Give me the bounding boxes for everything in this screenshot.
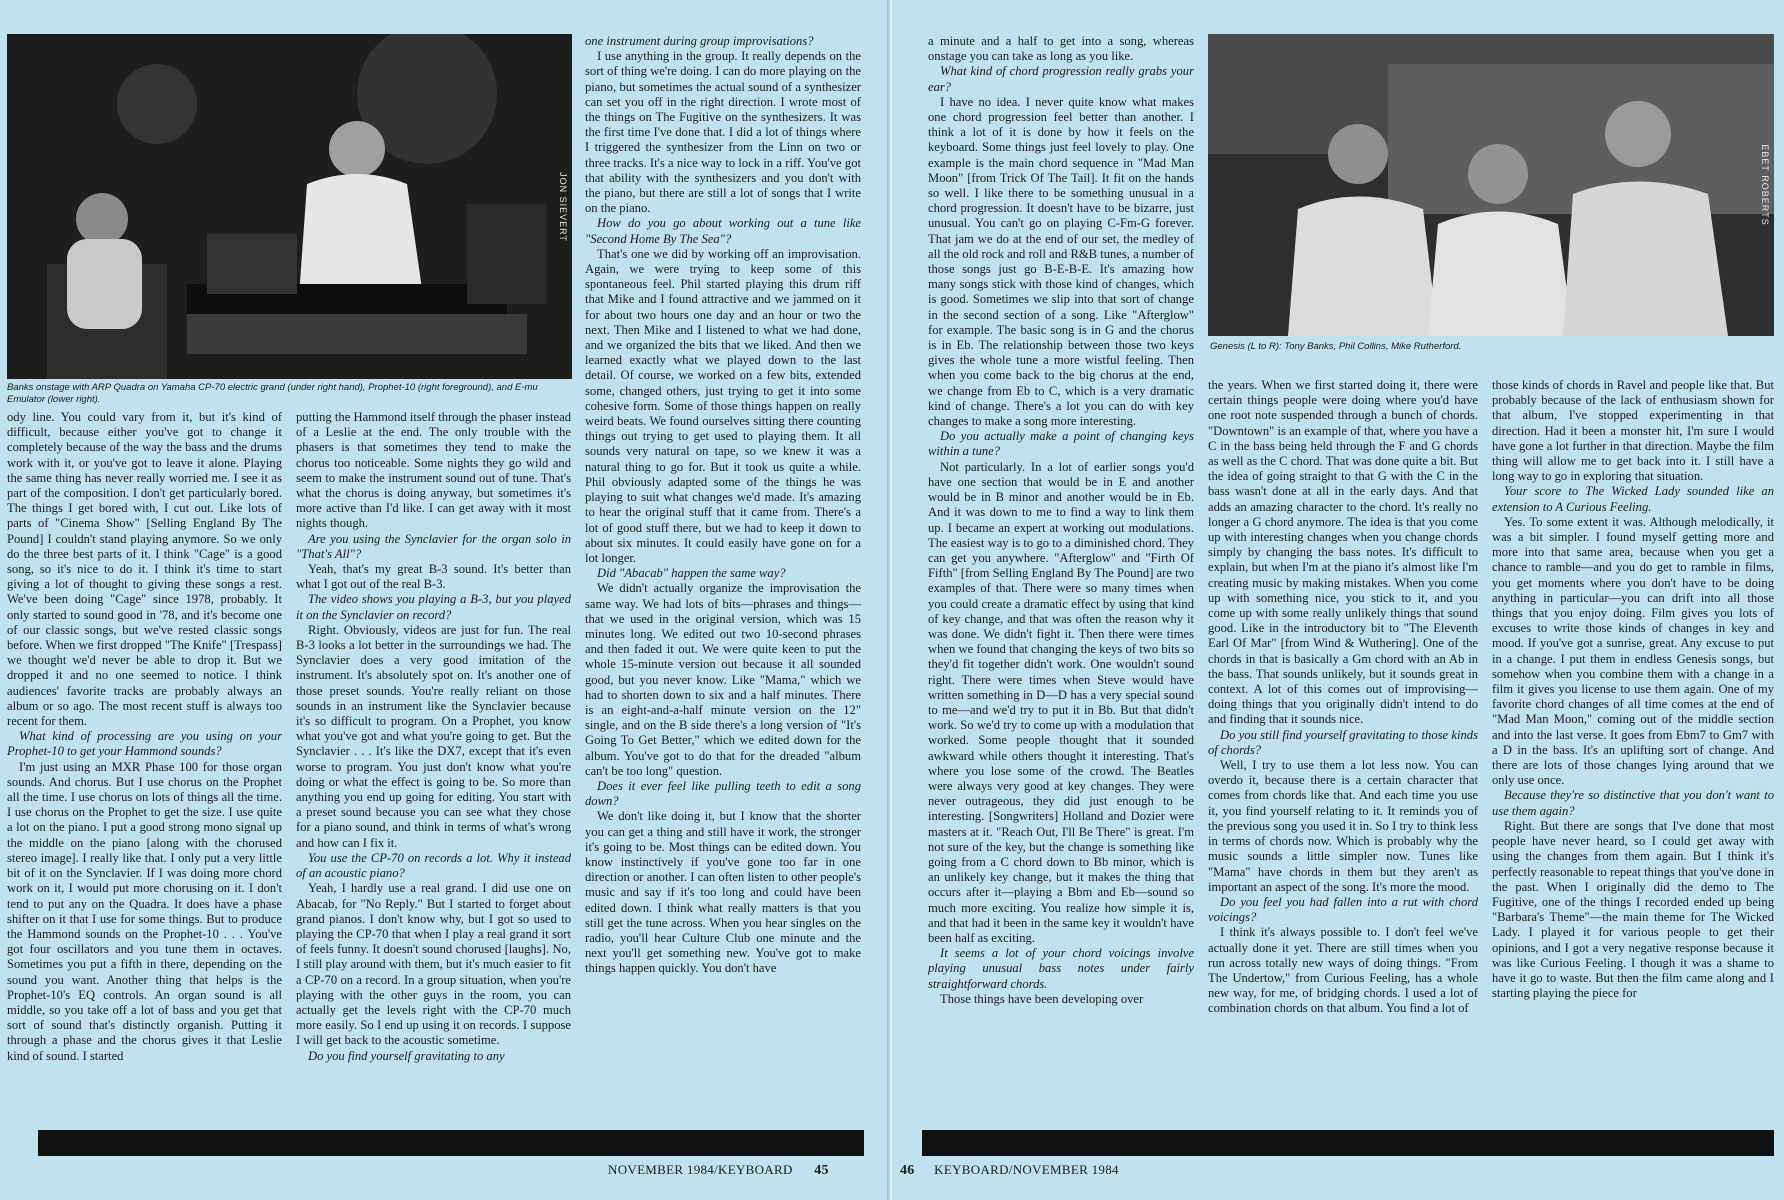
genesis-group-photo	[1208, 34, 1774, 336]
answer-paragraph: Yeah, I hardly use a real grand. I did use one on Abacab, for "No Reply." But I started to forget about grand pianos. I don't know why, but I got so used to playing the CP-70 that when I play a real grand it sort of feels funny. It doesn't sound chorused [laughs]. No, I still play around with them, but it's much easier to fit a CP-70 on a record. In a group situation, when you're playing with the other guys in the room, you can actually get the levels right with the CP-70 much more easily. So I end up using it on records. I suppose I will get back to the acoustic sometime.	[296, 881, 571, 1048]
question-paragraph: What kind of processing are you using on your Prophet-10 to get your Hammond sounds?	[7, 729, 282, 759]
folio-left	[608, 1162, 829, 1179]
left-column-3	[585, 34, 861, 1165]
question-paragraph: Because they're so distinctive that you don't want to use them again?	[1492, 788, 1774, 818]
question-paragraph: Does it ever feel like pulling teeth to edit a song down?	[585, 778, 861, 809]
question-paragraph: one instrument during group improvisations?	[585, 34, 814, 48]
question-paragraph: How do you go about working out a tune like "Second Home By The Sea"?	[585, 216, 861, 246]
answer-paragraph: Right. Obviously, videos are just for fun. The real B-3 looks a lot better in the surroundings we had. The Synclavier does a very good imitation of the instrument. It's absolutely spot on. It's another one of those preset sounds. You're really reliant on those sounds in an instrument like the Synclavier because it's so difficult to program. On a Prophet, you know what you've got and what you're going to get. But the Synclavier . . . It's like the DX7, except that it's even worse to program. You just don't know what you're doing or what the effect is going to be. So more than anything you end up going for editing. You start with a preset sound because you can see what they chose for a piano sound, and think in terms of what's wrong and how can I fix it.	[296, 622, 571, 850]
answer-paragraph: ody line. You could vary from it, but it's kind of difficult, because either you've got to change it completely because of the way the bass and the drums work with it, or you've got to leave it alone. Playing the same thing has never really worried me. I see it as part of the composition. I don't get particularly bored. The things I get bored with, I cut out. Like lots of parts of "Cinema Show" [Selling England By The Pound] I couldn't stand playing anymore. So we only do the three best parts of it. I think "Cage" is a good song, so it's nice to do it. I think it's time to start giving a lot of thought to giving these songs a rest. We've been doing "Cage" since 1978, probably. It only started to sound good in '78, and it's become one of our classic songs, but we've rested classic songs before. When we first dropped "The Knife" [Trespass] we thought we'd never be able to drop it. But we dropped it and no one seemed to notice. I think audiences' favorite tracks are probably always an album or so ago. The most recent stuff is always too recent for them.	[7, 410, 282, 729]
left-column-2	[296, 410, 571, 1165]
question-paragraph: It seems a lot of your chord voicings involve playing unusual bass notes under fairly straightforward chords.	[928, 946, 1194, 991]
right-column-2	[1208, 378, 1478, 1088]
photo-caption-right: Genesis (L to R): Tony Banks, Phil Collins, Mike Rutherford.	[1210, 341, 1462, 352]
bottom-bar-left	[38, 1130, 864, 1156]
photo-credit-right: EBET ROBERTS	[1760, 144, 1770, 226]
answer-paragraph: I think it's always possible to. I don't feel we've actually done it yet. There are still times when you run across totally new ways of doing things. "From The Undertow," from Curious Feeling, has a whole new way, for me, of bridging chords. I used a lot of combination chords on that album. You find a lot of	[1208, 925, 1478, 1016]
question-paragraph: Your score to The Wicked Lady sounded like an extension to A Curious Feeling.	[1492, 484, 1774, 514]
answer-paragraph: Well, I try to use them a lot less now. You can overdo it, because there is a certain character that comes from chords like that. And each time you use it, you find yourself relating to it. It reminds you of the previous song you used it in. So I try to think less in terms of chords now. Which is probably why the music sounds a little simpler now. Tunes like "Mama" have chords in them but they aren't as important an aspect of the song. It's more the mood.	[1208, 758, 1478, 894]
answer-paragraph: Yeah, that's my great B-3 sound. It's better than what I got out of the real B-3.	[296, 562, 571, 592]
answer-paragraph: Not particularly. In a lot of earlier songs you'd have one section that would be in E and another would be in B minor and another would be in Eb. And it was down to me to find a way to link them up. I became an expert at working out modulations. The easiest way is to go to a diminished chord. They can get you anywhere. "Afterglow" and "Firth Of Fifth" [from Selling England By The Pound] are two examples of that. There were so many times when you could create a dramatic effect by using that kind of key change, and that was often the reason why it was done. We didn't fight it. Then there were times when we found that changing the keys of two bits so they'd fit together didn't work. One wouldn't sound right. There were times when Steve would have written something in D—D has a very special sound to me—and we'd try to put it in Bb. But that didn't work. So we'd try to come up with a modulation that worked. Some people thought that it sounded awkward while others thought it interesting. That's where you lose some of the crowd. The Beatles were always very good at key changes. They were never outrageous, they did just enough to be interesting. [Songwriters] Holland and Dozier were masters at it. "Reach Out, I'll Be There" is great. I'm not sure of the key, but the change is something like going from a C chord down to Bb minor, which is an unlikely key change, but it makes the thing that occurs after it—playing a Bbm and Eb—sound so much more exciting. You realize how simple it is, and that had it been in the same key it wouldn't have been half as exciting.	[928, 459, 1194, 945]
group-photo-illustration	[1208, 34, 1774, 336]
photo-illustration	[7, 34, 572, 379]
question-paragraph: Do you actually make a point of changing keys within a tune?	[928, 429, 1194, 459]
answer-paragraph: those kinds of chords in Ravel and people like that. But probably because of the lack of enthusiasm shown for that album, I've stopped experimenting in that direction. Had it been a monster hit, I'm sure I would have gone a lot further in that direction. Maybe the film thing will allow me to get back into it. I still have a long way to go in exploring that situation.	[1492, 378, 1774, 484]
right-page	[892, 0, 1784, 1200]
banks-onstage-photo	[7, 34, 572, 379]
answer-paragraph: We didn't actually organize the improvisation the same way. We had lots of bits—phrases and things—that we used in the original version, which was 15 minutes long. We edited out two 10-second phrases and then faded it out. We were quite keen to put the whole 15-minute version out because it all sounded good, but you never know. Like "Mama," which we had to shorten down to six and a half minutes. There is an eight-and-a-half minute version on the 12" single, and on the B side there's a long version of "It's Going To Get Better," which we edited down for the album. You've got to do that for the dreaded "album can't be too long" question.	[585, 581, 861, 778]
page-number-left: 45	[814, 1163, 829, 1178]
right-column-3	[1492, 378, 1774, 1088]
answer-paragraph: a minute and a half to get into a song, whereas onstage you can take as long as you like.	[928, 34, 1194, 64]
answer-paragraph: Right. But there are songs that I've done that most people have never heard, so I could get away with using the changes from them again. But I think it's perfectly reasonable to repeat things that you've done in the past. When I originally did the demo to The Fugitive, one of the things I recorded ended up being "Barbara's Theme"—the main theme for The Wicked Lady. I played it for various people to get their opinions, and I got a very negative response because it was like Curious Feeling. I though it was a shame to have it go to waste. But then the film came along and I starting playing the piece for	[1492, 818, 1774, 1001]
question-paragraph: Did "Abacab" happen the same way?	[597, 566, 786, 581]
answer-paragraph: I have no idea. I never quite know what makes one chord progression feel better than another. I think a lot of it is done by how it feels on the keyboard. Some things just feel lovely to play. One example is the main chord sequence in "Mad Man Moon" [from Trick Of The Tail]. It fit on the hands so well. I like there to be something unusual in a chord progression. It doesn't have to be bizarre, just unusual. You can't go on playing C-Fm-G forever. That jam we do at the end of our set, the medley of all the old rock and roll and R&B tunes, a number of those songs just go B-E-B-E. It's amazing how many songs stick with those kind of changes, which is good. Sometimes we slip into that sort of change in the second section of a song. Like "Afterglow" for example. The basic song is in G and the chorus is in Eb. The relationship between those two keys gives the whole tune a more wistful feeling. Then when you come back to the big chorus at the end, we change from Eb to C, which is a very dramatic kind of change. There's a lot you can do with key changes to make a song more interesting.	[928, 94, 1194, 429]
photo-credit-left: JON SIEVERT	[558, 171, 568, 242]
answer-paragraph: That's one we did by working off an improvisation. Again, we were trying to keep some of this spontaneous feel. Phil started playing this drum riff that Mike and I found attractive and we jammed on it for about two hours one day and an hour or two the next. Then Mike and I listened to what we had done, and we organized the bits that we liked. And then we learned exactly what we played down to the last detail. Of course, we worked on a few bits, extended some, changed others, just trying to get it into some cohesive form. Some of those things happen on really weird beats. We found ourselves sitting there counting things out trying to get used to playing them. It all sounds very natural on tape, so we knew it was a natural thing to go for. But it took us quite a while. Phil obviously adapted some of the things he was playing to suit what changes we'd made. It's amazing to hear the original stuff that it came from. There's a lot of good stuff there, but we had to keep it down to about six minutes. It could easily have gone on for a lot longer.	[585, 246, 861, 565]
left-column-1	[7, 410, 282, 1165]
answer-paragraph: the years. When we first started doing it, there were certain things people were doing where you'd have one root note suspended through a bunch of chords. "Downtown" is an example of that, where you have a C in the bass being held through the F and G chords as well as the C chord. That was done quite a bit. But the idea of going straight to that G with the C in the bass wasn't done at all in the early days. And that adds an amazing character to the chord. It's really no longer a G chord anymore. The idea is that you come up with interesting changes when you change chords simply by changing the bass notes. It's difficult to explain, but when I'm at the piano it's almost like I'm creating music by making mistakes. When you come up with something nice, you stick to it, and you come up with some really unlikely things that sound good. Like in the introductory bit to "The Eleventh Earl Of Mar" [from Wind & Wuthering]. One of the chords in that is basically a Gm chord with an Ab in the bass. That sounds unlikely, but it sounds great in context. A lot of this comes out of improvising—doing things that you originally didn't intend to do and finding that it sounds nice.	[1208, 378, 1478, 727]
answer-paragraph: I use anything in the group. It really depends on the sort of thing we're doing. I can do more playing on the piano, but sometimes the actual sound of a synthesizer can set you off in the right direction. I wrote most of the things on The Fugitive on the synthesizers. It was the first time I've done that. I did a lot of things where I triggered the synthesizer from the Linn on two or three tracks. It's a nice way to lock in a riff. You've got that ability with the synthesizers and you don't with the piano, but there are still a lot of songs that I write on the piano.	[585, 49, 861, 216]
bottom-bar-right	[922, 1130, 1774, 1156]
answer-paragraph: Yes. To some extent it was. Although melodically, it was a bit simpler. I found myself getting more and more into that same area, because when you get a chance to ramble—and you do get to ramble in films, you get moments where you don't have to be doing anything in particular—you can drift into all those things that you enjoy doing. Film gives you lots of excuses to write those kinds of changes in key and mood. If you've got a sunrise, great. Any excuse to put in a change. I put them in endless Genesis songs, but somehow when you combine them with a change in a film it gives you license to use them again. One of my favorite chord changes of all time comes at the end of "Mad Man Moon," coming out of the middle section and into the last verse. It goes from Ebm7 to Gm7 with a D in the bass. It's an uplifting sort of change. And there are lots of those changes lying around that we only use once.	[1492, 514, 1774, 788]
answer-paragraph: Those things have been developing over	[940, 991, 1144, 1006]
right-column-1	[928, 34, 1194, 1088]
question-paragraph: Do you feel you had fallen into a rut with chord voicings?	[1208, 894, 1478, 925]
answer-paragraph: I'm just using an MXR Phase 100 for those organ sounds. And chorus. But I use chorus on the Prophet all the time. I use chorus on lots of things all the time. I use chorus on the Prophet to get the size. I use quite a lot on the piano. I put a good strong mono signal up the middle on the piano [along with the chorused stereo image]. I really like that. I only put a very little bit of it on the Synclavier. If I was doing more chord work on it, I would put more chorusing on it. I don't tend to put any on the Quadra. It does have a phase shifter on it that I use for some things. But to produce the Hammond sounds on the Prophet-10 . . . You've got four oscillators and you tune them in octaves. Sometimes you put a fifth in there, depending on the sound you want. Another thing that helps is the Prophet-10's EQ controls. An organ sound is all middle, so you take off a lot of bass and you get that sort of sound that's distinctly organish. Putting it through a phase and the chorus gives it that Leslie kind of sound. I started	[7, 759, 282, 1063]
question-paragraph: The video shows you playing a B-3, but you played it on the Synclavier on record?	[296, 592, 571, 622]
question-paragraph: Do you still find yourself gravitating to those kinds of chords?	[1208, 727, 1478, 757]
folio-text-left: NOVEMBER 1984/KEYBOARD	[608, 1162, 793, 1177]
question-paragraph: Are you using the Synclavier for the organ solo in "That's All"?	[296, 531, 571, 561]
page-number-right: 46	[900, 1163, 915, 1178]
folio-right	[900, 1162, 1119, 1179]
answer-paragraph: putting the Hammond itself through the phaser instead of a Leslie at the end. The only trouble with the phasers is that sometimes they tend to make the chorus too noticeable. Some nights they go wild and seem to make the instrument sound out of tune. That's what the chorus is doing anyway, but sometimes it's more active than I'd like. I can get away with it most nights though.	[296, 410, 571, 531]
answer-paragraph: We don't like doing it, but I know that the shorter you can get a thing and still have it work, the stronger it's going to be. Most things can be edited down. You know instinctively if you've gone too far in one direction or another. I can often listen to other people's music and say if it's too long and could have been edited down. I think what really matters is that you still get the tune across. When you hear singles on the radio, you'll hear Culture Club one minute and the next you'll get something new. You've got to make things happen quickly. You don't have	[585, 809, 861, 976]
question-paragraph: What kind of chord progression really grabs your ear?	[928, 64, 1194, 94]
photo-caption-left: Banks onstage with ARP Quadra on Yamaha CP-70 electric grand (under right hand), Prophet-10 (right foreground), and E-mu Emulator (lower right).	[7, 382, 538, 405]
question-paragraph: Do you find yourself gravitating to any	[308, 1048, 505, 1063]
question-paragraph: You use the CP-70 on records a lot. Why it instead of an acoustic piano?	[296, 850, 571, 881]
folio-text-right: KEYBOARD/NOVEMBER 1984	[934, 1162, 1119, 1177]
